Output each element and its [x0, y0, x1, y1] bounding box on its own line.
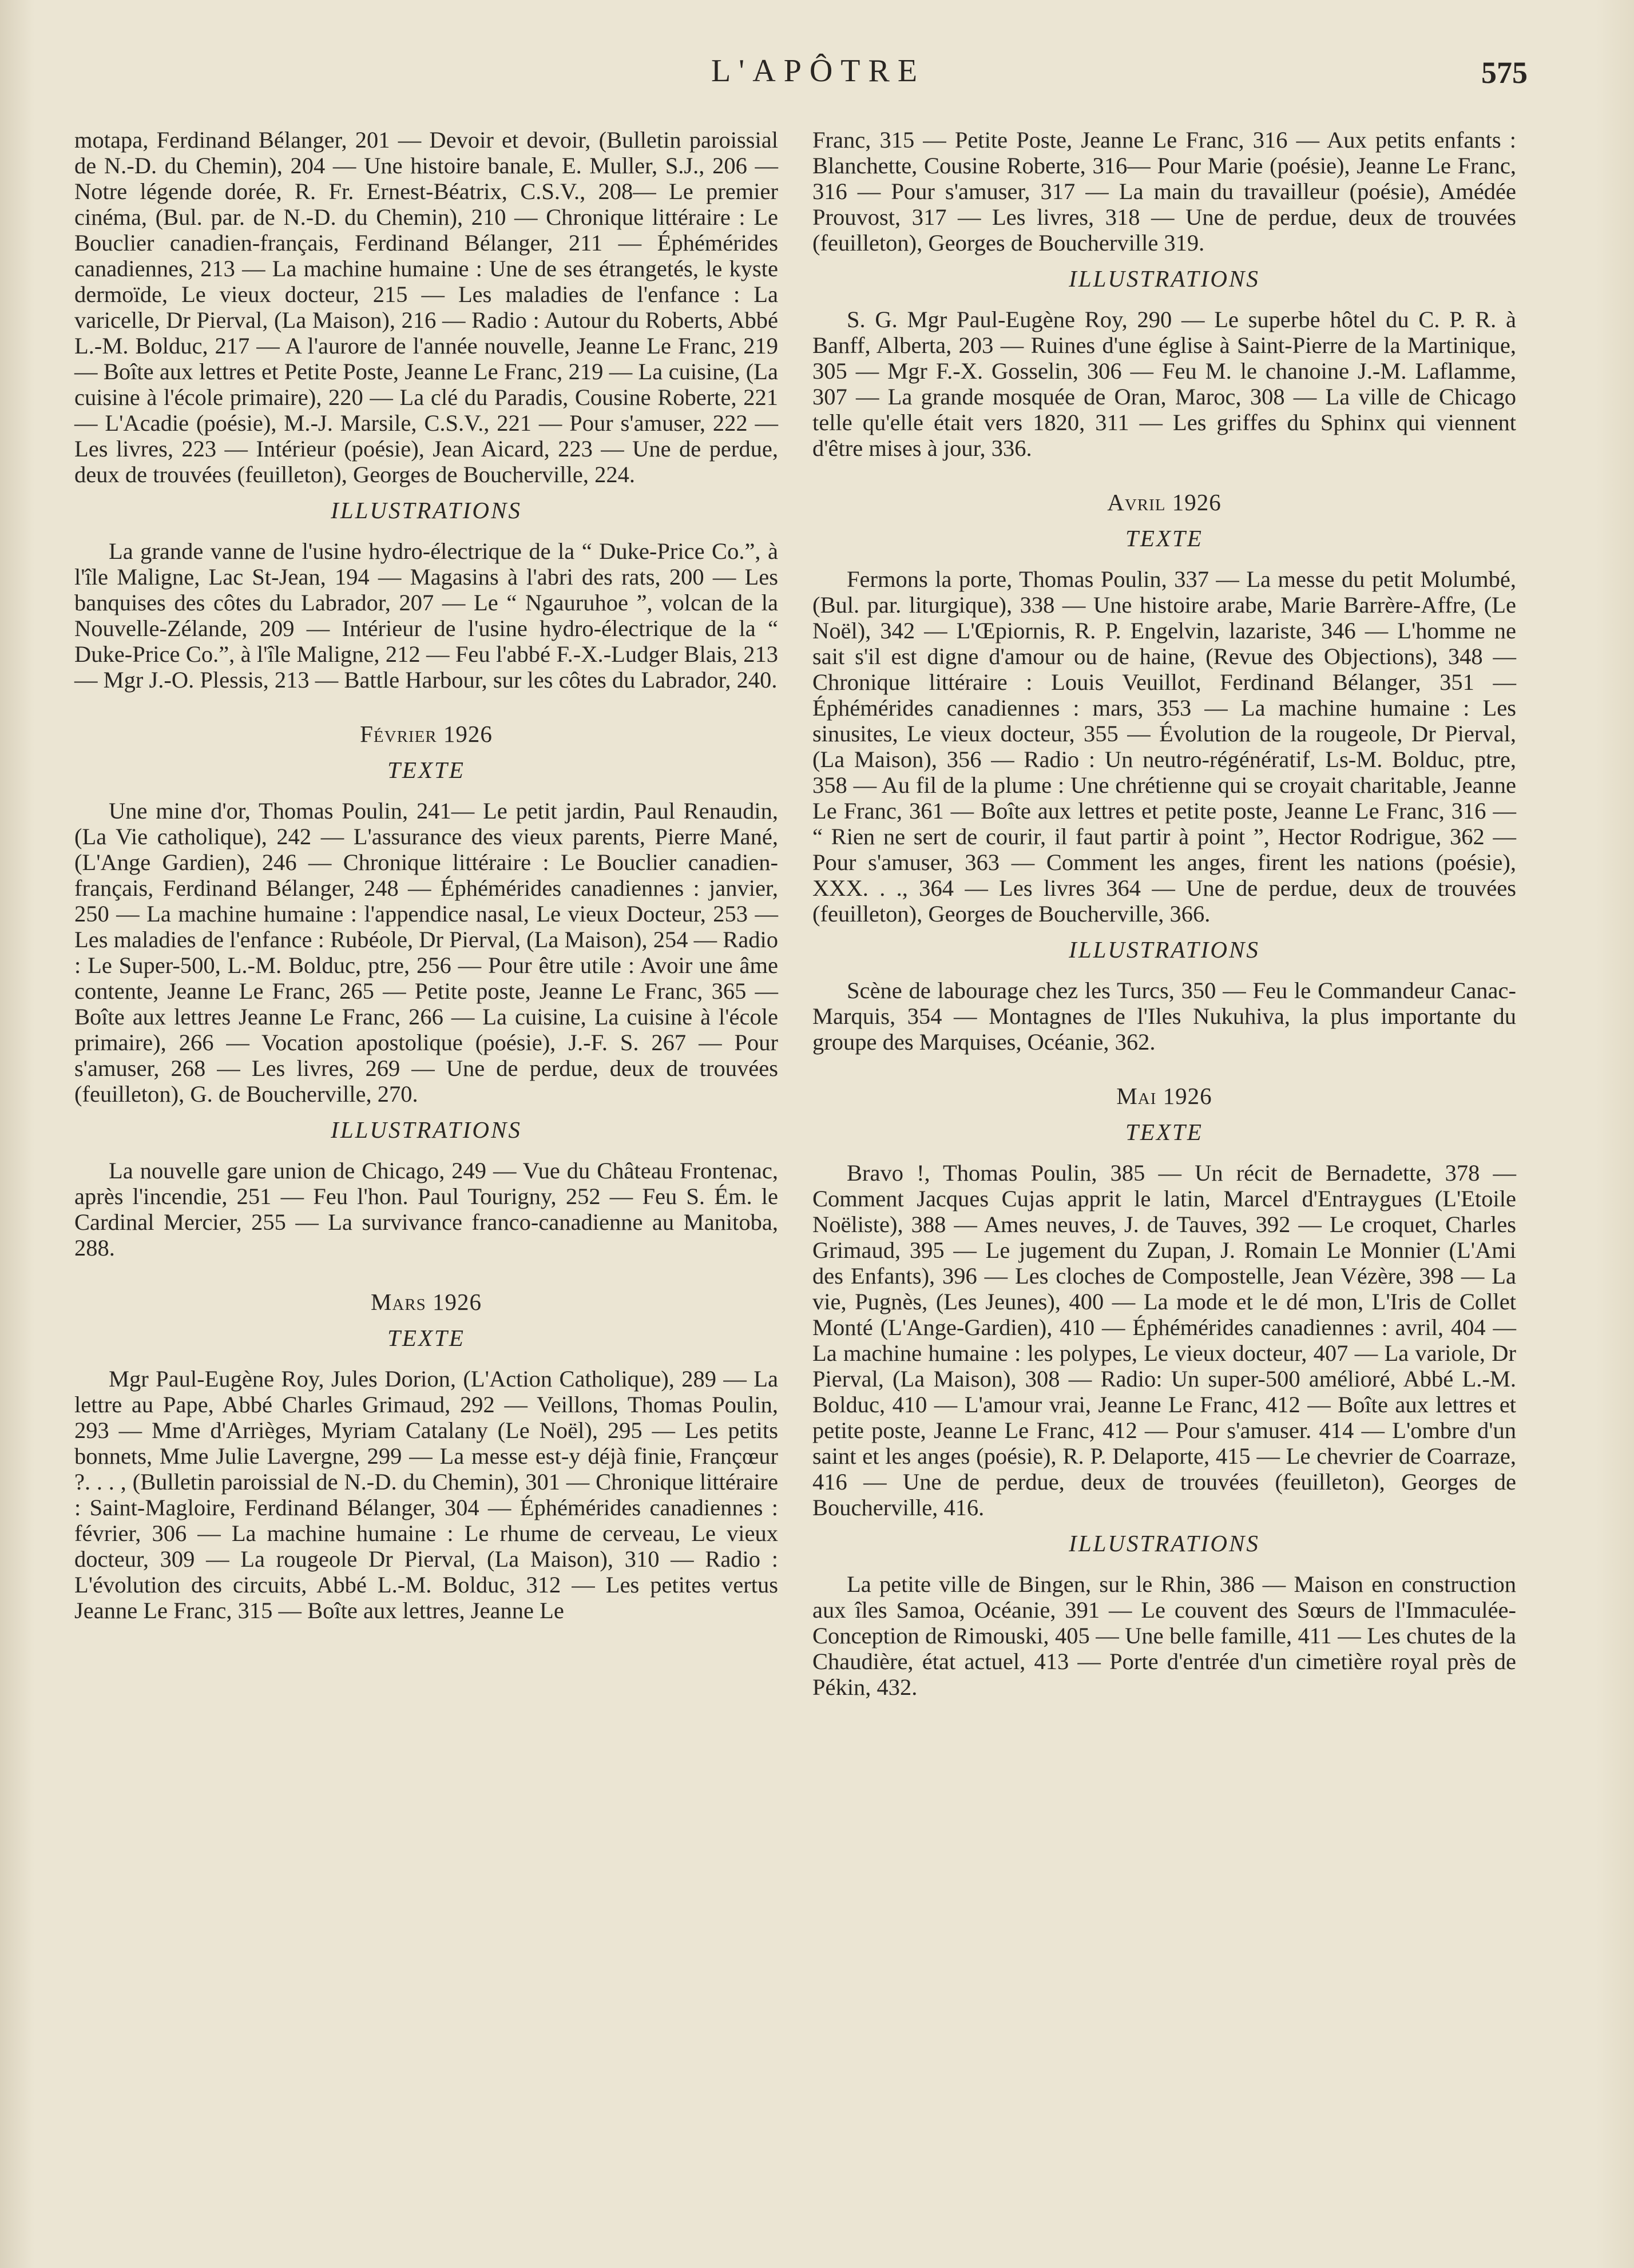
left-column — [74, 127, 778, 1623]
section-heading-texte: TEXTE — [1125, 1119, 1203, 1145]
february-text-entries: Une mine d'or, Thomas Poulin, 241— Le petit jardin, Paul Renaudin, (La Vie catholique), 242 — L'assurance des vieux parents, Pierre Mané, (L'Ange Gardien), 246 — Chronique littéraire : Le Bouclier canadien-français, Ferdinand Bélanger, 248 — Éphémérides canadiennes : janvier, 250 — La machine humaine : l'appendice nasal, Le vieux Docteur, 253 — Les maladies de l'enfance : Rubéole, Dr Pierval, (La Maison), 254 — Radio : Le Super-500, L.-M. Bolduc, ptre, 256 — Pour être utile : Avoir une âme contente, Jeanne Le Franc, 265 — Petite poste, Jeanne Le Franc, 365 — Boîte aux lettres Jeanne Le Franc, 266 — La cuisine, La cuisine à l'école primaire), 266 — Vocation apostolique (poésie), J.-F. S. 267 — Pour s'amuser, 268 — Les livres, 269 — Une de perdue, deux de trouvées (feuilleton), G. de Boucherville, 270. — [74, 798, 778, 1107]
month-heading-may: Mai 1926 — [1116, 1083, 1212, 1109]
section-heading-texte: TEXTE — [387, 757, 465, 783]
february-illustration-entries: La nouvelle gare union de Chicago, 249 — Vue du Château Frontenac, après l'incendie, 251 — Feu l'hon. Paul Tourigny, 252 — Feu S. Ém. le Cardinal Mercier, 255 — La survivance franco-canadienne au Manitoba, 288. — [74, 1158, 778, 1261]
march-text-entries: Mgr Paul-Eugène Roy, Jules Dorion, (L'Action Catholique), 289 — La lettre au Pape, Abbé Charles Grimaud, 292 — Veillons, Thomas Poulin, 293 — Mme d'Arrièges, Myriam Catalany (Le Noël), 295 — Les petits bonnets, Mme Julie Lavergne, 299 — La messe est-y déjà finie, Françœur ?. . . , (Bulletin paroissial de N.-D. du Chemin), 301 — Chronique littéraire : Saint-Magloire, Ferdinand Bélanger, 304 — Éphémérides canadiennes : février, 306 — La machine humaine : Le rhume de cerveau, Le vieux docteur, 309 — La rougeole Dr Pierval, (La Maison), 310 — Radio : L'évolution des circuits, Abbé L.-M. Bolduc, 312 — Les petites vertus Jeanne Le Franc, 315 — Boîte aux lettres, Jeanne Le — [74, 1366, 778, 1623]
right-column — [812, 127, 1516, 1700]
month-heading-april: Avril 1926 — [1107, 489, 1221, 515]
may-text-entries: Bravo !, Thomas Poulin, 385 — Un récit de Bernadette, 378 — Comment Jacques Cujas apprit le latin, Marcel d'Entraygues (L'Etoile Noëliste), 388 — Ames neuves, J. de Tauves, 392 — Le croquet, Charles Grimaud, 395 — Le jugement du Zupan, J. Romain Le Monnier (L'Ami des Enfants), 396 — Les cloches de Compostelle, Jean Vézère, 398 — La vie, Pugnès, (Les Jeunes), 400 — La mode et le dé mon, L'Iris de Collet Monté (L'Ange-Gardien), 410 — Éphémérides canadiennes : avril, 404 — La machine humaine : les polypes, Le vieux docteur, 407 — La variole, Dr Pierval, (La Maison), 308 — Radio: Un super-500 amélioré, Abbé L.-M. Bolduc, 410 — L'amour vrai, Jeanne Le Franc, 412 — Boîte aux lettres et petite poste, Jeanne Le Franc, 412 — Pour s'amuser. 414 — L'ombre d'un saint et les anges (poésie), R. P. Delaporte, 415 — Le chevrier de Coarraze, 416 — Une de perdue, deux de trouvées (feuilleton), Georges de Boucherville, 416. — [812, 1160, 1516, 1520]
month-heading-february: Février 1926 — [360, 721, 493, 747]
section-heading-texte: TEXTE — [387, 1325, 465, 1351]
january-text-entries: motapa, Ferdinand Bélanger, 201 — Devoir et devoir, (Bulletin paroissial de N.-D. du Chemin), 204 — Une histoire banale, E. Muller, S.J., 206 — Notre légende dorée, R. Fr. Ernest-Béatrix, C.S.V., 208— Le premier cinéma, (Bul. par. de N.-D. du Chemin), 210 — Chronique littéraire : Le Bouclier canadien-français, Ferdinand Bélanger, 211 — Éphémérides canadiennes, 213 — La machine humaine : Une de ses étrangetés, le kyste dermoïde, Le vieux docteur, 215 — Les maladies de l'enfance : La varicelle, Dr Pierval, (La Maison), 216 — Radio : Autour du Roberts, Abbé L.-M. Bolduc, 217 — A l'aurore de l'année nouvelle, Jeanne Le Franc, 219 — Boîte aux lettres et Petite Poste, Jeanne Le Franc, 219 — La cuisine, (La cuisine à l'école primaire), 220 — La clé du Paradis, Cousine Roberte, 221 — L'Acadie (poésie), M.-J. Marsile, C.S.V., 221 — Pour s'amuser, 222 — Les livres, 223 — Intérieur (poésie), Jean Aicard, 223 — Une de perdue, deux de trouvées (feuilleton), Georges de Boucherville, 224. — [74, 127, 778, 487]
may-illustration-entries: La petite ville de Bingen, sur le Rhin, 386 — Maison en construction aux îles Samoa, Océanie, 391 — Le couvent des Sœurs de l'Immaculée-Conception de Rimouski, 405 — Une belle famille, 411 — Les chutes de la Chaudière, état actuel, 413 — Porte d'entrée d'un cimetière royal près de Pékin, 432. — [812, 1571, 1516, 1700]
january-illustration-entries: La grande vanne de l'usine hydro-électrique de la “ Duke-Price Co.”, à l'île Maligne, Lac St-Jean, 194 — Magasins à l'abri des rats, 200 — Les banquises des côtes du Labrador, 207 — Le “ Ngauruhoe ”, volcan de la Nouvelle-Zélande, 209 — Intérieur de l'usine hydro-électrique de la “ Duke-Price Co.”, à l'île Maligne, 212 — Feu l'abbé F.-X.-Ludger Blais, 213 — Mgr J.-O. Plessis, 213 — Battle Harbour, sur les côtes du Labrador, 240. — [74, 538, 778, 693]
march-text-entries-continued: Franc, 315 — Petite Poste, Jeanne Le Franc, 316 — Aux petits enfants : Blanchette, Cousine Roberte, 316— Pour Marie (poésie), Jeanne Le Franc, 316 — Pour s'amuser, 317 — La main du travailleur (poésie), Amédée Prouvost, 317 — Les livres, 318 — Une de perdue, deux de trouvées (feuilleton), Georges de Boucherville 319. — [812, 127, 1516, 256]
section-heading-illustrations: ILLUSTRATIONS — [331, 1117, 522, 1143]
month-heading-march: Mars 1926 — [370, 1289, 482, 1315]
april-text-entries: Fermons la porte, Thomas Poulin, 337 — La messe du petit Molumbé, (Bul. par. liturgique), 338 — Une histoire arabe, Marie Barrère-Affre, (Le Noël), 342 — L'Œpiornis, R. P. Engelvin, lazariste, 346 — L'homme ne sait s'il est digne d'amour ou de haine, (Revue des Objections), 348 — Chronique littéraire : Louis Veuillot, Ferdinand Bélanger, 351 — Éphémérides canadiennes : mars, 353 — La machine humaine : Les sinusites, Le vieux docteur, 355 — Évolution de la rougeole, Dr Pierval, (La Maison), 356 — Radio : Un neutro-régénératif, Ls-M. Bolduc, ptre, 358 — Au fil de la plume : Une chrétienne qui se croyait charitable, Jeanne Le Franc, 361 — Boîte aux lettres et petite poste, Jeanne Le Franc, 316 — “ Rien ne sert de courir, il faut partir à point ”, Hector Rodrigue, 362 — Pour s'amuser, 363 — Comment les anges, firent les nations (poésie), XXX. . ., 364 — Les livres 364 — Une de perdue, deux de trouvées (feuilleton), Georges de Boucherville, 366. — [812, 566, 1516, 927]
page-number: 575 — [1481, 55, 1528, 90]
april-illustration-entries: Scène de labourage chez les Turcs, 350 — Feu le Commandeur Canac-Marquis, 354 — Montagnes de l'Iles Nukuhiva, la plus importante du groupe des Marquises, Océanie, 362. — [812, 978, 1516, 1055]
section-heading-illustrations: ILLUSTRATIONS — [1069, 936, 1260, 963]
section-heading-texte: TEXTE — [1125, 525, 1203, 551]
running-header-title: L'APÔTRE — [711, 53, 926, 89]
section-heading-illustrations: ILLUSTRATIONS — [1069, 265, 1260, 292]
section-heading-illustrations: ILLUSTRATIONS — [331, 497, 522, 523]
section-heading-illustrations: ILLUSTRATIONS — [1069, 1530, 1260, 1556]
march-illustration-entries: S. G. Mgr Paul-Eugène Roy, 290 — Le superbe hôtel du C. P. R. à Banff, Alberta, 203 — Ruines d'une église à Saint-Pierre de la Martinique, 305 — Mgr F.-X. Gosselin, 306 — Feu M. le chanoine J.-M. Laflamme, 307 — La grande mosquée de Oran, Maroc, 308 — La ville de Chicago telle qu'elle était vers 1820, 311 — Les griffes du Sphinx qui viennent d'être mises à jour, 336. — [812, 307, 1516, 461]
